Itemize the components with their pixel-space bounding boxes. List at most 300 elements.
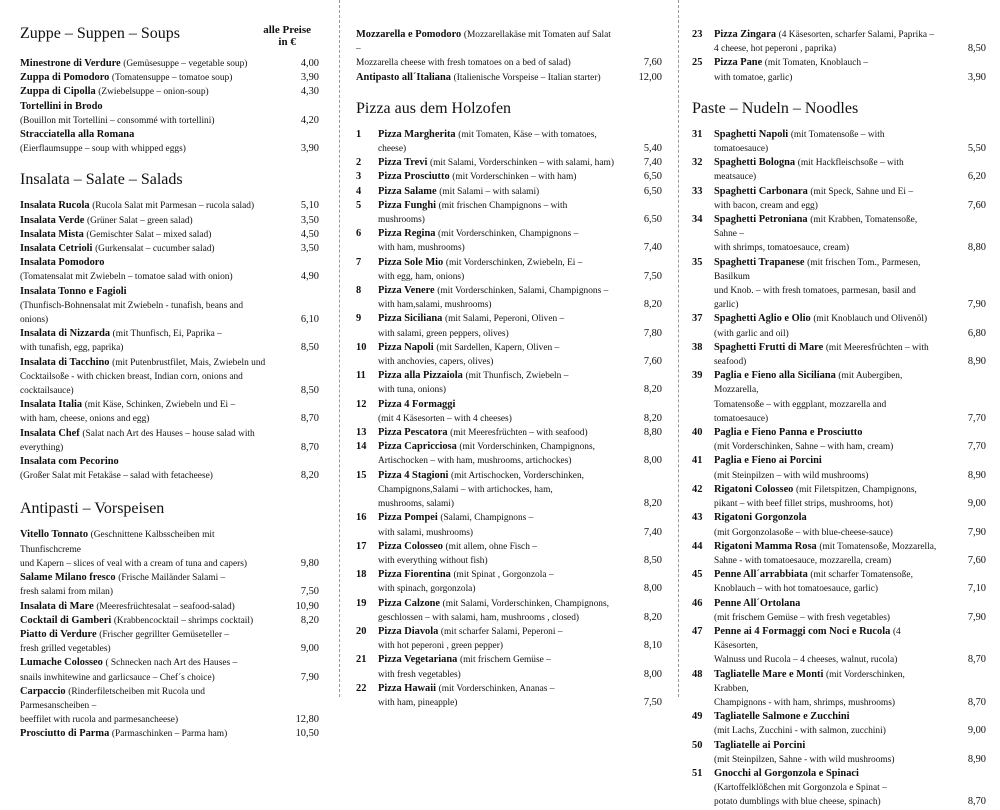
item-description-cont: with tomatoe, garlic): [714, 72, 793, 83]
menu-item: [692, 511, 986, 539]
item-name: Pizza Napoli: [378, 341, 434, 353]
item-line: [378, 341, 614, 355]
item-number: 7: [356, 256, 362, 268]
item-line: [20, 571, 271, 585]
item-name: Tagliatelle Salmone e Zucchini: [714, 711, 850, 723]
item-number: 33: [692, 185, 703, 197]
item-body: [378, 227, 614, 255]
menu-item: [692, 128, 986, 156]
item-description-cont: with egg, ham, onions): [378, 271, 465, 282]
menu-item: [356, 185, 662, 199]
item-description: (mit Thunfisch, Ei, Paprika –: [112, 329, 222, 340]
item-description: (mit scharfer Tomatensoße,: [810, 570, 913, 581]
item-name: Zuppa di Cipolla: [20, 86, 96, 98]
item-line: [378, 170, 614, 184]
item-body: [714, 312, 938, 340]
item-body: [378, 653, 614, 681]
item-body: [714, 256, 938, 313]
item-name: Pizza Diavola: [378, 625, 439, 637]
item-description: (mit Aubergiben, Mozzarella,: [714, 371, 903, 396]
item-name: Tagliatelle ai Porcini: [714, 739, 806, 751]
item-name: Pizza Capricciosa: [378, 441, 457, 453]
item-body: [714, 128, 938, 156]
item-body: [20, 600, 271, 614]
item-number: 18: [356, 569, 367, 581]
item-description: (Krabbencocktail – shrimps cocktail): [113, 615, 254, 626]
item-body: [20, 455, 271, 483]
item-name: Insalata Rucola: [20, 200, 90, 212]
menu-item: [356, 398, 662, 426]
item-description: (mit Vorderschinken, Krabben,: [714, 669, 905, 694]
item-price: 8,20: [643, 299, 662, 311]
menu-item: [356, 341, 662, 369]
item-name: Insalata di Nizzarda: [20, 328, 111, 340]
item-line: [20, 356, 271, 370]
price-note: [263, 24, 311, 48]
item-name: Penne All´Ortolana: [714, 597, 801, 609]
menu-item: [692, 454, 986, 482]
item-body: [20, 398, 271, 426]
item-body: [20, 199, 271, 213]
item-line: [378, 540, 614, 554]
item-number: 2: [356, 157, 362, 169]
item-name: Pizza Regina: [378, 228, 436, 240]
item-price: 7,90: [300, 671, 319, 683]
menu-item: [356, 312, 662, 340]
item-name: Spaghetti Petroniana: [714, 214, 808, 226]
item-description: (Frische Mailänder Salami –: [118, 573, 226, 584]
item-line: [20, 628, 271, 642]
item-line: [714, 128, 938, 156]
item-name: Pizza 4 Stagioni: [378, 469, 449, 481]
item-line: [356, 71, 614, 85]
item-description: (Frischer gegrillter Gemüseteller –: [99, 629, 230, 640]
item-body: [20, 71, 271, 85]
item-number: 32: [692, 157, 703, 169]
item-description-cont: Cocktailsoße - with chicken breast, Indian corn, onions and cocktailsauce): [20, 371, 243, 397]
item-price: 7,60: [643, 57, 662, 69]
item-price: 8,00: [643, 455, 662, 467]
menu-item: [692, 597, 986, 625]
item-description-cont: with everything without fish): [378, 555, 488, 566]
item-price: 3,90: [300, 72, 319, 84]
item-description-cont: und Knob. – with fresh tomatoes, parmesan, basil and garlic): [714, 286, 916, 311]
item-number: 40: [692, 427, 703, 439]
item-line: [378, 398, 614, 412]
item-description-cont: with anchovies, capers, olives): [378, 357, 494, 368]
menu-item: [20, 398, 319, 426]
item-number: 15: [356, 469, 367, 481]
item-body: [378, 469, 614, 512]
item-body: [714, 56, 938, 84]
item-body: [714, 213, 938, 256]
item-body: [20, 85, 271, 99]
item-line: [714, 483, 938, 497]
item-description-cont: (mit 4 Käsesorten – with 4 cheeses): [378, 413, 512, 424]
item-description: (mit scharfer Salami, Peperoni –: [440, 626, 563, 637]
item-price: 12,80: [295, 714, 319, 726]
item-name: Gnocchi al Gorgonzola e Spinaci: [714, 767, 859, 779]
item-line: [20, 85, 271, 99]
item-name: Pizza Venere: [378, 285, 435, 297]
item-body: [20, 128, 271, 156]
menu-item: [20, 256, 319, 284]
item-line: [20, 528, 271, 556]
menu-item: [356, 653, 662, 681]
item-name: Pizza alla Pizzaiola: [378, 370, 463, 382]
item-line: [20, 214, 271, 228]
menu-item: [356, 568, 662, 596]
item-body: [378, 369, 614, 397]
item-description: (mit Knoblauch und Olivenöl): [813, 314, 928, 325]
item-line: [714, 597, 938, 611]
item-name: Insalata Italia: [20, 399, 83, 411]
item-name: Stracciatella alla Romana: [20, 129, 135, 141]
menu-item: [692, 213, 986, 256]
item-number: 1: [356, 128, 362, 140]
item-body: [378, 625, 614, 653]
item-name: Pizza Salame: [378, 185, 437, 197]
item-description: (mit Meeresfrüchten – with seafood): [714, 342, 929, 368]
menu-item: [356, 199, 662, 227]
item-price: 8,50: [300, 342, 319, 354]
item-line: [714, 426, 938, 440]
item-name: Pizza Vegetariana: [378, 654, 458, 666]
item-description: (mit Krabben, Tomatensoße, Sahne –: [714, 215, 918, 240]
item-description-cont: with tunafish, egg, paprika): [20, 343, 124, 354]
section-title: Zuppe – Suppen – Soups: [20, 25, 180, 42]
item-number: 8: [356, 285, 362, 297]
item-description-cont: Walnuss und Rucola – 4 cheeses, walnut, rucola): [714, 655, 898, 666]
item-body: [20, 571, 271, 599]
item-price: 8,50: [967, 43, 986, 55]
item-description: (mit Salami, Peperoni, Oliven –: [444, 314, 565, 325]
item-number: 17: [356, 540, 367, 552]
item-price: 4,30: [300, 86, 319, 98]
item-name: Vitello Tonnato: [20, 529, 89, 541]
item-number: 23: [692, 29, 703, 40]
item-line: [378, 227, 614, 241]
item-price: 9,00: [967, 498, 986, 510]
item-body: [714, 739, 938, 767]
menu-item: [356, 597, 662, 625]
item-body: [714, 625, 938, 668]
item-description-cont: (mit Steinpilzen, Sahne - with wild mushrooms): [714, 754, 895, 765]
item-body: [378, 199, 614, 227]
item-price: 4,00: [300, 58, 319, 69]
menu-item: [20, 455, 319, 483]
item-price: 8,90: [967, 356, 986, 368]
section-title: Antipasti – Vorspeisen: [20, 500, 165, 518]
item-price: 8,90: [967, 469, 986, 481]
item-name: Pizza Hawaii: [378, 682, 437, 694]
item-name: Pizza Pompei: [378, 512, 438, 524]
item-number: 3: [356, 171, 362, 183]
item-price: 5,10: [300, 200, 319, 212]
item-line: [714, 767, 938, 781]
item-price: 6,50: [643, 185, 662, 197]
item-number: 39: [692, 370, 703, 382]
item-name: Pizza Calzone: [378, 597, 441, 609]
item-description: (mit Thunfisch, Zwiebeln –: [465, 371, 569, 382]
menu-item: [356, 511, 662, 539]
item-body: [378, 284, 614, 312]
menu-item: [20, 327, 319, 355]
item-body: [20, 528, 271, 571]
item-body: [714, 185, 938, 213]
menu-item: [356, 227, 662, 255]
item-line: [714, 454, 938, 468]
item-number: 6: [356, 228, 362, 240]
item-description-cont: with salami, green peppers, olives): [378, 328, 509, 339]
item-name: Spaghetti Trapanese: [714, 256, 805, 268]
item-body: [714, 767, 938, 810]
item-number: 46: [692, 597, 703, 609]
item-description: (Parmaschinken – Parma ham): [111, 729, 228, 740]
item-name: Pizza Siciliana: [378, 313, 443, 325]
menu-item: [356, 170, 662, 184]
item-price: 8,10: [643, 640, 662, 652]
menu-item: [20, 228, 319, 242]
menu-item: [692, 369, 986, 426]
item-name: Mozzarella e Pomodoro: [356, 29, 462, 40]
item-number: 16: [356, 512, 367, 524]
item-description: (mit Vorderschinken, Champignons –: [438, 229, 579, 240]
item-body: [714, 156, 938, 184]
item-name: Antipasto all´Italiana: [356, 71, 451, 83]
price-note-line: alle Preise: [263, 24, 311, 36]
item-description: (mit Tomaten, Knoblauch –: [764, 58, 869, 69]
item-price: 7,80: [643, 327, 662, 339]
menu-item: [20, 285, 319, 328]
item-name: Insalata Pomodoro: [20, 257, 105, 269]
item-price: 6,50: [643, 214, 662, 226]
item-line: [378, 256, 614, 270]
item-description-cont: (Großer Salat mit Fetakäse – salad with fetacheese): [20, 471, 213, 482]
item-number: 48: [692, 668, 703, 680]
menu-item: [20, 528, 319, 571]
menu-item: [20, 427, 319, 455]
menu-item: [692, 710, 986, 738]
item-name: Piatto di Verdure: [20, 628, 97, 640]
item-body: [714, 511, 938, 539]
item-price: 8,50: [643, 554, 662, 566]
item-body: [714, 426, 938, 454]
item-description-cont: with ham,salami, mushrooms): [378, 300, 492, 311]
section-title: Paste – Nudeln – Noodles: [692, 99, 859, 117]
item-price: 7,60: [967, 554, 986, 566]
item-line: [714, 739, 938, 753]
price-note-line: in €: [278, 36, 296, 48]
item-price: 3,50: [300, 243, 319, 255]
item-description: (Tomatensuppe – tomatoe soup): [111, 73, 233, 84]
menu-column-3: [684, 0, 1000, 808]
item-number: 47: [692, 625, 703, 637]
item-name: Insalata Cetrioli: [20, 243, 93, 255]
item-description: (mit Vorderschinken, Champignons,: [459, 442, 595, 453]
item-body: [378, 426, 614, 440]
item-description-cont: Sahne - with tomatoesauce, mozzarella, cream): [714, 555, 892, 566]
item-name: Insalata Mista: [20, 228, 84, 240]
item-name: Rigatoni Gorgonzola: [714, 512, 807, 524]
item-price: 7,50: [643, 696, 662, 708]
item-price: 8,70: [967, 796, 986, 808]
item-price: 3,50: [300, 214, 319, 226]
item-number: 21: [356, 654, 367, 666]
section-header: [20, 499, 319, 519]
item-description-cont: (Eierflaumsuppe – soup with whipped eggs): [20, 144, 186, 155]
item-number: 14: [356, 441, 367, 453]
item-body: [378, 682, 614, 710]
item-line: [20, 600, 271, 614]
menu-item: [356, 440, 662, 468]
item-price: 6,10: [300, 314, 319, 326]
menu-item: [692, 767, 986, 810]
item-line: [20, 327, 271, 341]
item-name: Zuppa di Pomodoro: [20, 72, 110, 84]
item-description-cont: fresh salami from milan): [20, 587, 113, 598]
section-header: [20, 24, 319, 48]
item-line: [20, 614, 271, 628]
item-price: 8,70: [967, 696, 986, 708]
item-description: (mit Hackfleischsoße – with meatsauce): [714, 158, 904, 183]
menu-column-2: [345, 0, 672, 708]
item-name: Prosciutto di Parma: [20, 728, 110, 740]
menu-item: [692, 483, 986, 511]
item-body: [714, 597, 938, 625]
item-price: 6,50: [643, 171, 662, 183]
item-price: 6,20: [967, 171, 986, 183]
item-price: 3,90: [300, 143, 319, 155]
item-line: [714, 511, 938, 525]
item-body: [378, 398, 614, 426]
item-description-cont: und Kapern – slices of veal with a cream of tuna and capers): [20, 558, 247, 569]
item-line: [20, 242, 271, 256]
item-line: [20, 128, 271, 142]
item-name: Insalata Tonno e Fagioli: [20, 285, 127, 297]
item-price: 7,60: [643, 356, 662, 368]
item-description-cont: Artischocken – with ham, mushrooms, artichockes): [378, 456, 572, 467]
item-price: 8,20: [643, 498, 662, 510]
item-name: Penne ai 4 Formaggi com Noci e Rucola: [714, 625, 891, 637]
item-name: Pizza 4 Formaggi: [378, 398, 456, 410]
item-description: (mit allem, ohne Fisch –: [445, 541, 537, 552]
item-body: [714, 341, 938, 369]
item-price: 5,40: [643, 143, 662, 155]
item-line: [378, 199, 614, 227]
item-description-cont: fresh grilled vegetables): [20, 644, 111, 655]
menu-item: [356, 469, 662, 512]
item-price: 8,50: [300, 385, 319, 397]
item-line: [714, 256, 938, 284]
item-name: Rigatoni Colosseo: [714, 483, 794, 495]
item-description-cont: pikant – with beef fillet strips, mushrooms, hot): [714, 499, 893, 510]
item-body: [20, 228, 271, 242]
section-header: [20, 170, 319, 190]
item-name: Lumache Colosseo: [20, 657, 103, 669]
item-body: [378, 568, 614, 596]
item-description-cont: (mit Vorderschinken, Sahne – with ham, cream): [714, 442, 894, 453]
menu-item: [356, 128, 662, 156]
item-number: 35: [692, 256, 703, 268]
item-line: [378, 625, 614, 639]
item-number: 20: [356, 625, 367, 637]
item-description-cont: (Tomatensalat mit Zwiebeln – tomatoe salad with onion): [20, 272, 233, 283]
item-description: (mit Meeresfrüchten – with seafood): [450, 428, 588, 439]
item-description-cont: (Thunfisch-Bohnensalat mit Zwiebeln - tunafish, beans and onions): [20, 300, 244, 326]
menu-section: [356, 28, 662, 85]
item-body: [20, 285, 271, 328]
item-name: Pizza Trevi: [378, 157, 428, 169]
item-name: Spaghetti Bologna: [714, 157, 796, 169]
item-line: [714, 156, 938, 184]
menu-item: [356, 426, 662, 440]
menu-section: [20, 24, 319, 156]
section-title: Insalata – Salate – Salads: [20, 171, 183, 189]
item-price: 8,80: [967, 242, 986, 254]
item-line: [378, 682, 614, 696]
item-description: (mit Käse, Schinken, Zwiebeln und Ei –: [84, 400, 236, 411]
item-line: [20, 228, 271, 242]
item-number: 41: [692, 455, 703, 467]
item-number: 9: [356, 313, 362, 325]
menu-item: [356, 625, 662, 653]
menu-item: [20, 85, 319, 99]
item-name: Paglia e Fieno Panna e Prosciutto: [714, 427, 863, 439]
item-description-cont: Champignons - with ham, shrimps, mushrooms): [714, 697, 895, 708]
item-number: 49: [692, 711, 703, 723]
item-price: 3,90: [967, 71, 986, 83]
item-body: [714, 540, 938, 568]
item-line: [378, 597, 614, 611]
item-price: 7,40: [643, 157, 662, 169]
item-line: [714, 213, 938, 241]
item-number: 25: [692, 57, 703, 69]
item-price: 5,50: [967, 143, 986, 155]
item-body: [378, 540, 614, 568]
item-body: [20, 356, 271, 399]
item-body: [20, 327, 271, 355]
item-number: 51: [692, 767, 703, 779]
menu-section: [692, 99, 986, 810]
item-body: [714, 568, 938, 596]
item-line: [20, 427, 271, 455]
item-description-cont: with bacon, cream and egg): [714, 200, 818, 211]
item-description: (Gemüsesuppe – vegetable soup): [123, 59, 248, 69]
item-price: 7,40: [643, 526, 662, 538]
item-name: Spaghetti Frutti di Mare: [714, 341, 824, 353]
item-price: 4,20: [300, 114, 319, 126]
item-description-cont: beeffilet with rucola and parmesancheese): [20, 715, 179, 726]
item-body: [714, 710, 938, 738]
item-description-cont: with fresh vegetables): [378, 669, 461, 680]
menu-item: [356, 156, 662, 170]
menu-item: [356, 256, 662, 284]
item-line: [714, 28, 938, 42]
item-name: Spaghetti Napoli: [714, 128, 789, 140]
item-description-cont: (with garlic and oil): [714, 328, 789, 339]
item-number: 13: [356, 427, 367, 439]
item-description: (mit Filetspitzen, Champignons,: [796, 484, 917, 495]
item-price: 6,80: [967, 327, 986, 339]
item-price: 8,20: [300, 614, 319, 626]
item-price: 8,20: [300, 470, 319, 482]
menu-item: [356, 369, 662, 397]
item-name: Pizza Pane: [714, 57, 763, 69]
menu-item: [20, 614, 319, 628]
item-line: [378, 511, 614, 525]
menu-item: [356, 28, 662, 71]
